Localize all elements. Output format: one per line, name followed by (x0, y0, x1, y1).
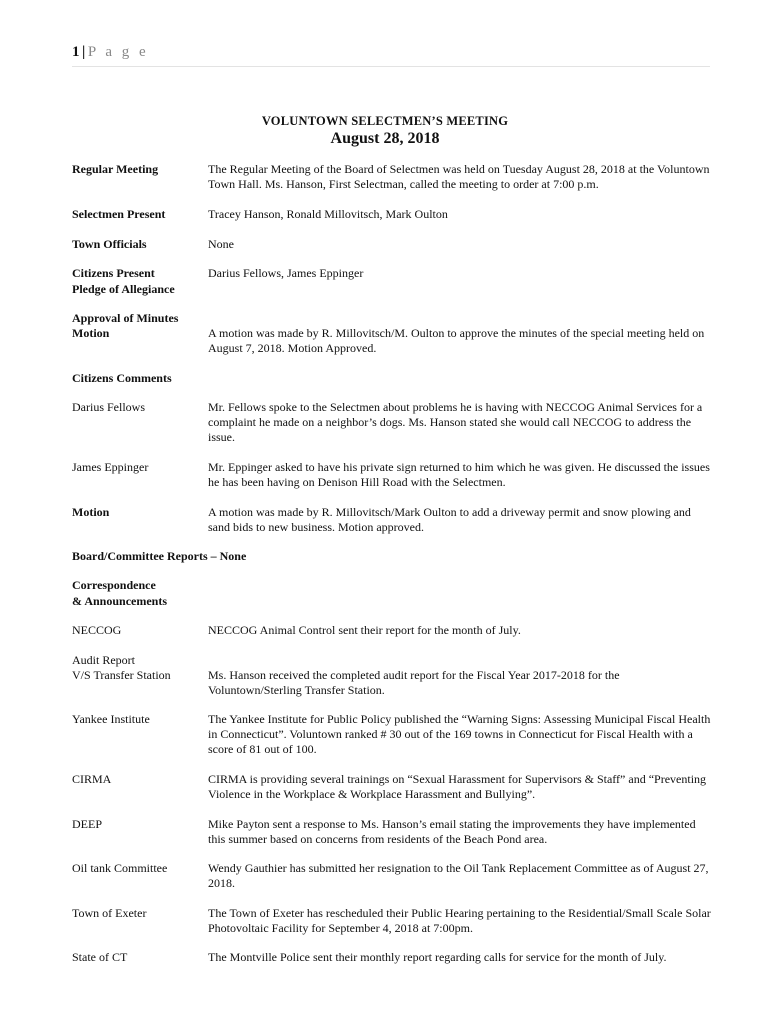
label-audit-report: Audit Report (72, 653, 135, 667)
text-regular-meeting: The Regular Meeting of the Board of Selectmen was held on Tuesday August 28, 2018 at the Voluntown Town Hall. Ms. Hanson, First Selectman, called the meeting to order at 7:00 p.m. (208, 162, 710, 191)
label-approval-minutes: Approval of Minutes (72, 311, 179, 325)
label-board-reports: Board/Committee Reports – None (72, 549, 247, 563)
label-exeter: Town of Exeter (72, 906, 147, 920)
header-divider (72, 66, 710, 67)
page-header (72, 44, 149, 61)
label-regular-meeting: Regular Meeting (72, 162, 159, 176)
label-citizens-present: Citizens Present (72, 266, 155, 280)
text-motion-1: A motion was made by R. Millovitsch/M. Oulton to approve the minutes of the special meeting held on August 7, 2018. Motion Approved. (208, 326, 705, 355)
text-oil-tank: Wendy Gauthier has submitted her resignation to the Oil Tank Replacement Committee as of August 27, 2018. (208, 861, 709, 890)
page-number: 1 (72, 44, 80, 60)
label-correspondence: Correspondence (72, 578, 156, 592)
document-title: VOLUNTOWN SELECTMEN’S MEETING (261, 114, 509, 128)
label-oil-tank: Oil tank Committee (72, 861, 168, 875)
label-selectmen-present: Selectmen Present (72, 207, 166, 221)
text-town-officials: None (208, 237, 234, 251)
text-neccog: NECCOG Animal Control sent their report for the month of July. (208, 623, 521, 637)
label-cirma: CIRMA (72, 772, 112, 786)
label-pledge: Pledge of Allegiance (72, 282, 175, 296)
text-yankee: The Yankee Institute for Public Policy published the “Warning Signs: Assessing Municipal Fiscal Health in Connecticut”. Voluntown ranked # 30 out of the 169 towns in Connecticut for Fiscal Health with a score of 81 out of 100. (208, 712, 711, 756)
label-motion-1: Motion (72, 326, 110, 340)
meeting-date: August 28, 2018 (330, 130, 440, 147)
label-darius: Darius Fellows (72, 400, 145, 414)
page-separator: | (82, 44, 86, 60)
label-motion-2: Motion (72, 505, 110, 519)
label-announcements: & Announcements (72, 594, 168, 608)
label-neccog: NECCOG (72, 623, 122, 637)
text-state-ct: The Montville Police sent their monthly report regarding calls for service for the month of July. (208, 950, 667, 964)
label-transfer-station: V/S Transfer Station (72, 668, 171, 682)
text-motion-2: A motion was made by R. Millovitsch/Mark Oulton to add a driveway permit and snow plowing and sand bids to new business. Motion approved. (208, 505, 691, 534)
text-darius: Mr. Fellows spoke to the Selectmen about problems he is having with NECCOG Animal Services for a complaint he made on a neighbor’s dogs. Ms. Hanson stated she would call NECCOG to address the issue. (208, 400, 703, 444)
text-deep: Mike Payton sent a response to Ms. Hanson’s email stating the improvements they have implemented this summer based on concerns from residents of the Beach Pond area. (208, 817, 696, 846)
label-citizens-comments: Citizens Comments (72, 371, 172, 385)
label-state-ct: State of CT (72, 950, 128, 964)
text-citizens-present: Darius Fellows, James Eppinger (208, 266, 364, 280)
label-deep: DEEP (72, 817, 102, 831)
label-james: James Eppinger (72, 460, 149, 474)
text-selectmen-present: Tracey Hanson, Ronald Millovitsch, Mark Oulton (208, 207, 448, 221)
text-exeter: The Town of Exeter has rescheduled their Public Hearing pertaining to the Residential/Small Scale Solar Photovoltaic Facility for September 4, 2018 at 7:00pm. (208, 906, 711, 935)
text-cirma: CIRMA is providing several trainings on “Sexual Harassment for Supervisors & Staff” and “Preventing Violence in the Workplace & Workplace Harassment and Bullying”. (208, 772, 707, 801)
label-yankee: Yankee Institute (72, 712, 150, 726)
text-audit: Ms. Hanson received the completed audit report for the Fiscal Year 2017-2018 for the Voluntown/Sterling Transfer Station. (208, 668, 620, 697)
label-town-officials: Town Officials (72, 237, 147, 251)
text-james: Mr. Eppinger asked to have his private sign returned to him which he was given. He discussed the issues he has been having on Denison Hill Road with the Selectmen. (208, 460, 710, 489)
page-word: P a g e (87, 44, 149, 60)
